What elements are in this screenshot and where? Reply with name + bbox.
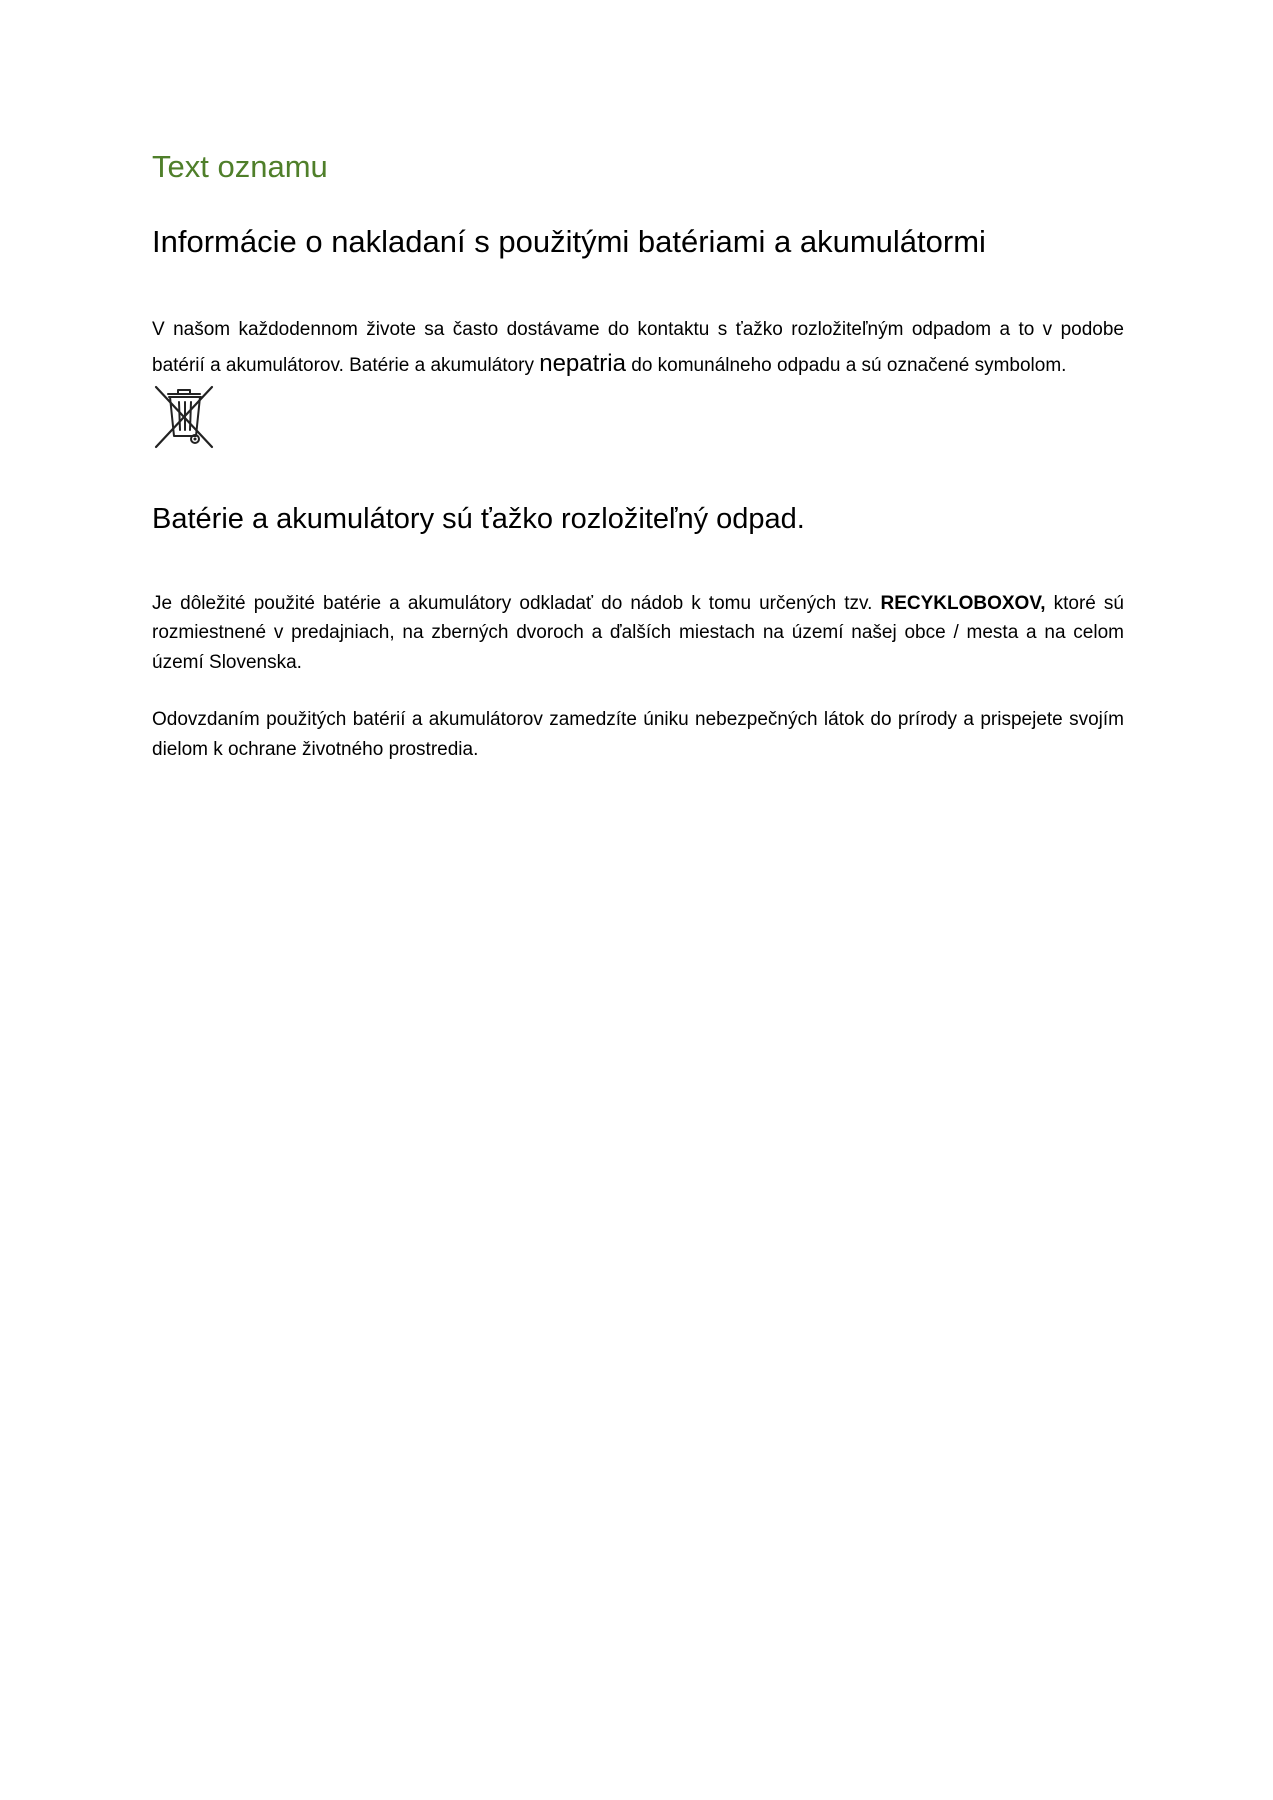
paragraph-recycling-text-start: Je dôležité použité batérie a akumulátory odkladať do nádob k tomu určených tzv. (152, 592, 881, 614)
document-content (152, 148, 1124, 764)
crossed-out-bin-icon (152, 384, 216, 450)
paragraph-recycling (152, 589, 1124, 677)
paragraph-recycling-bold: RECYKLOBOXOV, (880, 592, 1046, 614)
paragraph-intro-text-end: do komunálneho odpadu a sú označené symbolom. (625, 354, 1067, 376)
paragraph-environment: Odovzdaním použitých batérií a akumulátorov zamedzíte úniku nebezpečných látok do prírody a prispejete svojím dielom k ochrane životného prostredia. (152, 709, 1124, 760)
paragraph-intro (152, 315, 1124, 382)
paragraph-intro-emphasis: nepatria (539, 349, 626, 377)
paragraph-recycling-text-end: ktoré sú rozmiestnené v predajniach, na zberných dvoroch a ďalších miestach na území našej obce / mesta a na celom území Slovenska. (152, 592, 1124, 673)
document-title: Informácie o nakladaní s použitými batériami a akumulátormi (152, 224, 986, 260)
document-label: Text oznamu (152, 149, 328, 184)
section-heading: Batérie a akumulátory sú ťažko rozložiteľný odpad. (152, 503, 805, 535)
paragraph-intro-text-start: V našom každodennom živote sa často dostávame do kontaktu s ťažko rozložiteľným odpadom a to v podobe batérií a akumulátorov. Batérie a akumulátory (152, 319, 1124, 376)
